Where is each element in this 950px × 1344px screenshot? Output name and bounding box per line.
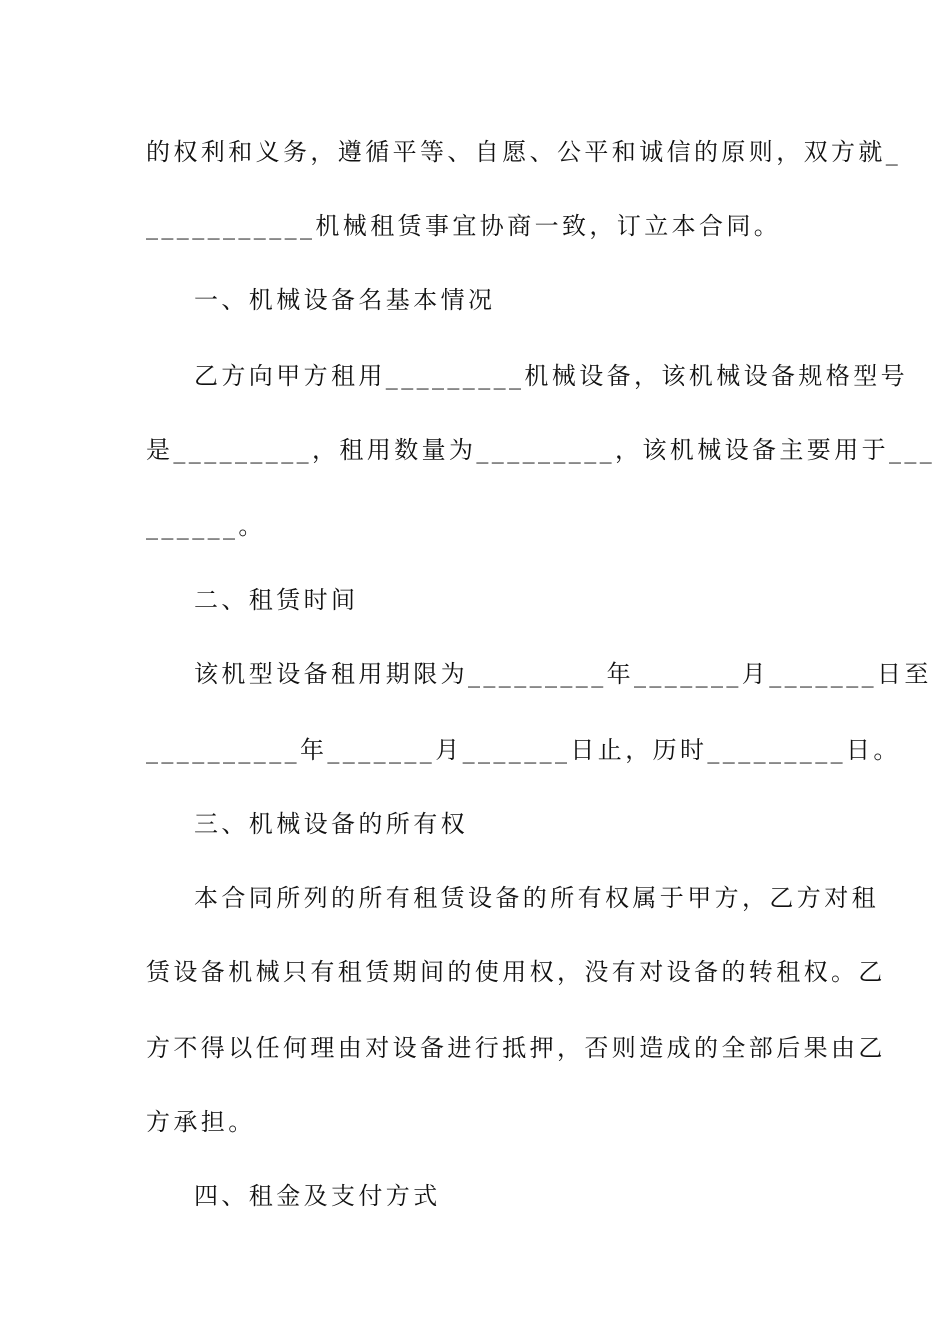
paragraph-line: 本合同所列的所有租赁设备的所有权属于甲方，乙方对租 (194, 884, 879, 912)
paragraph-line: 赁设备机械只有租赁期间的使用权，没有对设备的转租权。乙 (146, 958, 886, 986)
paragraph-line: 方不得以任何理由对设备进行抵押，否则造成的全部后果由乙 (146, 1034, 886, 1062)
section-heading: 三、机械设备的所有权 (194, 810, 468, 838)
section-heading: 四、租金及支付方式 (194, 1182, 441, 1210)
paragraph-line: 乙方向甲方租用_________机械设备，该机械设备规格型号 (194, 362, 908, 390)
paragraph-line: 的权利和义务，遵循平等、自愿、公平和诚信的原则，双方就_ (146, 138, 902, 166)
paragraph-line: __________年_______月_______日止，历时_________日。 (146, 736, 901, 764)
paragraph-line: 是_________，租用数量为_________，该机械设备主要用于___ (146, 436, 936, 464)
paragraph-line: ______。 (146, 512, 266, 540)
section-heading: 二、租赁时间 (194, 586, 359, 614)
paragraph-line: ___________机械租赁事宜协商一致，订立本合同。 (146, 212, 782, 240)
section-heading: 一、机械设备名基本情况 (194, 286, 496, 314)
paragraph-line: 方承担。 (146, 1108, 256, 1136)
paragraph-line: 该机型设备租用期限为_________年_______月_______日至 (194, 660, 932, 688)
